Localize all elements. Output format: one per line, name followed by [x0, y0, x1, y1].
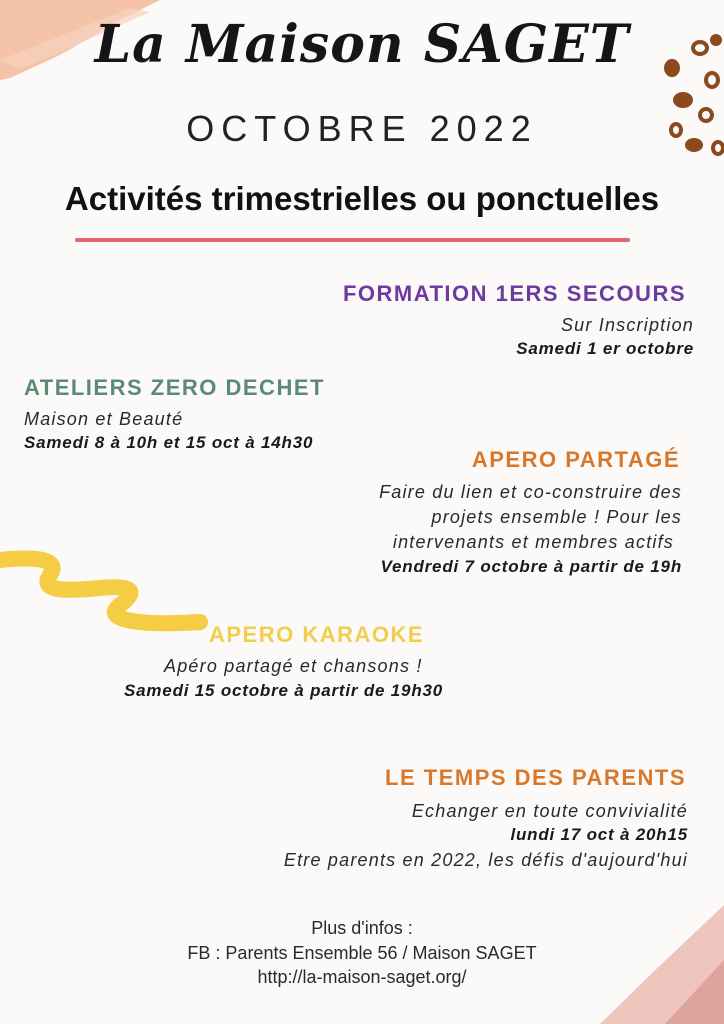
event-title-parents: LE TEMPS DES PARENTS — [385, 765, 686, 790]
event-title-ateliers: ATELIERS ZERO DECHET — [24, 375, 325, 400]
event-desc-ateliers: Maison et Beauté — [24, 409, 184, 429]
event-extra-parents: Etre parents en 2022, les défis d'aujourd'hui — [283, 850, 688, 870]
divider-line — [75, 238, 630, 242]
event-date-apero-partage: Vendredi 7 octobre à partir de 19h — [380, 557, 682, 576]
event-desc-apero-partage-2: projets ensemble ! Pour les — [431, 507, 682, 527]
footer-info-label: Plus d'infos : — [311, 918, 413, 938]
event-date-ateliers: Samedi 8 à 10h et 15 oct à 14h30 — [24, 433, 314, 452]
page-title: La Maison SAGET — [94, 14, 630, 75]
event-date-parents: lundi 17 oct à 20h15 — [510, 825, 688, 844]
footer-website-link[interactable]: http://la-maison-saget.org/ — [257, 967, 467, 987]
yellow-zigzag — [0, 559, 200, 624]
footer-fb-line: FB : Parents Ensemble 56 / Maison SAGET — [187, 943, 537, 963]
month-heading: OCTOBRE 2022 — [186, 108, 538, 149]
event-date-karaoke: Samedi 15 octobre à partir de 19h30 — [124, 681, 444, 700]
event-desc-karaoke: Apéro partagé et chansons ! — [164, 656, 423, 676]
event-desc-parents: Echanger en toute convivialité — [411, 801, 688, 821]
event-desc-apero-partage-3: intervenants et membres actifs — [392, 532, 674, 552]
event-desc-apero-partage-1: Faire du lien et co-construire des — [379, 482, 682, 502]
event-date-formation: Samedi 1 er octobre — [516, 339, 694, 358]
event-title-formation: FORMATION 1ERS SECOURS — [342, 281, 686, 306]
event-title-apero-partage: APERO PARTAGÉ — [471, 447, 680, 472]
event-title-karaoke: APERO KARAOKE — [209, 622, 425, 647]
event-desc-formation: Sur Inscription — [560, 315, 694, 335]
section-subtitle: Activités trimestrielles ou ponctuelles — [64, 180, 660, 217]
